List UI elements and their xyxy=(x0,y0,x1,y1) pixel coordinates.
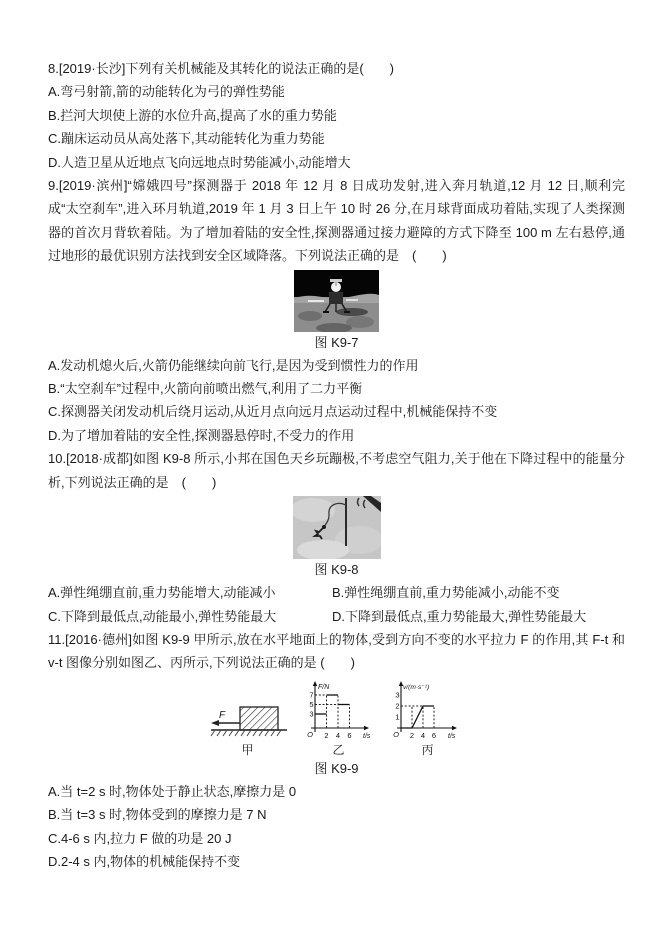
question-9-option-a: A.发动机熄火后,火箭仍能继续向前飞行,是因为受到惯性力的作用 xyxy=(48,357,419,373)
question-9-option-d: D.为了增加着陆的安全性,探测器悬停时,不受力的作用 xyxy=(48,427,355,443)
figure-k9-9-row xyxy=(48,678,625,758)
bing-xtick-6: 6 xyxy=(431,730,436,740)
question-8-option-c: C.蹦床运动员从高处落下,其动能转化为重力势能 xyxy=(48,131,325,147)
block-diagram xyxy=(207,694,289,742)
question-8-option-d: D.人造卫星从近地点飞向远地点时势能减小,动能增大 xyxy=(48,154,351,170)
subfigure-yi xyxy=(305,678,373,758)
question-11-stem: 11.[2016·德州]如图 K9-9 甲所示,放在水平地面上的物体,受到方向不变的水平拉力 F 的作用,其 F-t 和 v-t 图像分别如图乙、丙所示,下列说法正确的是 ( ) xyxy=(48,631,625,671)
figure-k9-9-caption: 图 K9-9 xyxy=(314,760,359,776)
figure-k9-7-caption: 图 K9-7 xyxy=(314,334,359,350)
question-8-stem: 8.[2019·长沙]下列有关机械能及其转化的说法正确的是( ) xyxy=(48,61,394,76)
question-9-stem: 9.[2019·滨州]“嫦娥四号”探测器于 2018 年 12 月 8 日成功发射,进入奔月轨道,12 月 12 日,顺利完成“太空刹车”,进入环月轨道,2019 年 1 月 3 日上午 10 时 26 分,在月球背面成功着陆,实现了人类探测器的首次月背软着陆。为了增加着陆的安全性,探测器通过接力避障的方式下降至 100 m 左右悬停,通过地形的最优识别方法找到安全区域降落。下列说法正确的是 ( ) xyxy=(48,178,625,264)
question-10-stem: 10.[2018·成都]如图 K9-8 所示,小邦在国色天乡玩蹦极,不考虑空气阻力,关于他在下降过程中的能量分析,下列说法正确的是 ( ) xyxy=(48,451,625,490)
subfigure-yi-label: 乙 xyxy=(332,742,345,757)
yi-xlabel: t/s xyxy=(362,732,370,740)
lunar-lander-photo xyxy=(294,270,379,332)
yi-ytick-7: 7 xyxy=(308,690,313,700)
question-11-option-b: B.当 t=3 s 时,物体受到的摩擦力是 7 N xyxy=(48,807,267,823)
bing-ytick-2: 2 xyxy=(394,701,399,711)
question-8-option-b: B.拦河大坝使上游的水位升高,提高了水的重力势能 xyxy=(48,107,337,123)
question-8-option-a: A.弯弓射箭,箭的动能转化为弓的弹性势能 xyxy=(48,84,285,100)
force-time-chart xyxy=(305,680,373,742)
figure-k9-9 xyxy=(48,678,625,780)
yi-ytick-5: 5 xyxy=(308,699,313,709)
velocity-time-chart xyxy=(389,680,467,742)
figure-k9-8-caption: 图 K9-8 xyxy=(314,562,359,578)
force-label: F xyxy=(218,709,225,721)
figure-k9-7 xyxy=(48,270,625,354)
question-9-option-b: B.“太空刹车”过程中,火箭向前喷出燃气,利用了二力平衡 xyxy=(48,381,363,397)
question-11-option-d: D.2-4 s 内,物体的机械能保持不变 xyxy=(48,853,241,869)
bing-ytick-3: 3 xyxy=(394,690,399,700)
subfigure-jia xyxy=(207,692,289,758)
bing-xtick-4: 4 xyxy=(420,730,425,740)
question-10-options xyxy=(48,581,625,628)
question-11-option-a: A.当 t=2 s 时,物体处于静止状态,摩擦力是 0 xyxy=(48,783,297,799)
question-10-option-b: B.弹性绳绷直前,重力势能减小,动能不变 xyxy=(332,585,560,601)
yi-xtick-4: 4 xyxy=(335,730,340,740)
bing-ylabel: v/(m·s⁻¹) xyxy=(402,683,429,691)
question-10-option-c: C.下降到最低点,动能最小,弹性势能最大 xyxy=(48,608,277,624)
yi-xtick-2: 2 xyxy=(323,730,329,740)
question-11-option-c: C.4-6 s 内,拉力 F 做的功是 20 J xyxy=(48,830,232,846)
subfigure-bing-label: 丙 xyxy=(421,742,434,757)
question-10-option-a: A.弹性绳绷直前,重力势能增大,动能减小 xyxy=(48,585,276,601)
bing-ytick-1: 1 xyxy=(394,712,399,722)
subfigure-jia-label: 甲 xyxy=(241,742,254,757)
yi-ylabel: F/N xyxy=(317,683,329,691)
bungee-jump-photo xyxy=(293,496,381,559)
yi-ytick-3: 3 xyxy=(308,709,313,719)
yi-origin: O xyxy=(306,729,313,739)
question-10-option-d: D.下降到最低点,重力势能最大,弹性势能最大 xyxy=(332,608,587,624)
figure-k9-8 xyxy=(48,496,625,581)
yi-xtick-6: 6 xyxy=(346,730,352,740)
question-9-option-c: C.探测器关闭发动机后绕月运动,从近月点向远月点运动过程中,机械能保持不变 xyxy=(48,404,498,420)
subfigure-bing xyxy=(389,678,467,758)
bing-origin: O xyxy=(392,729,399,739)
bing-xtick-2: 2 xyxy=(409,730,414,740)
bing-xlabel: t/s xyxy=(447,732,455,740)
